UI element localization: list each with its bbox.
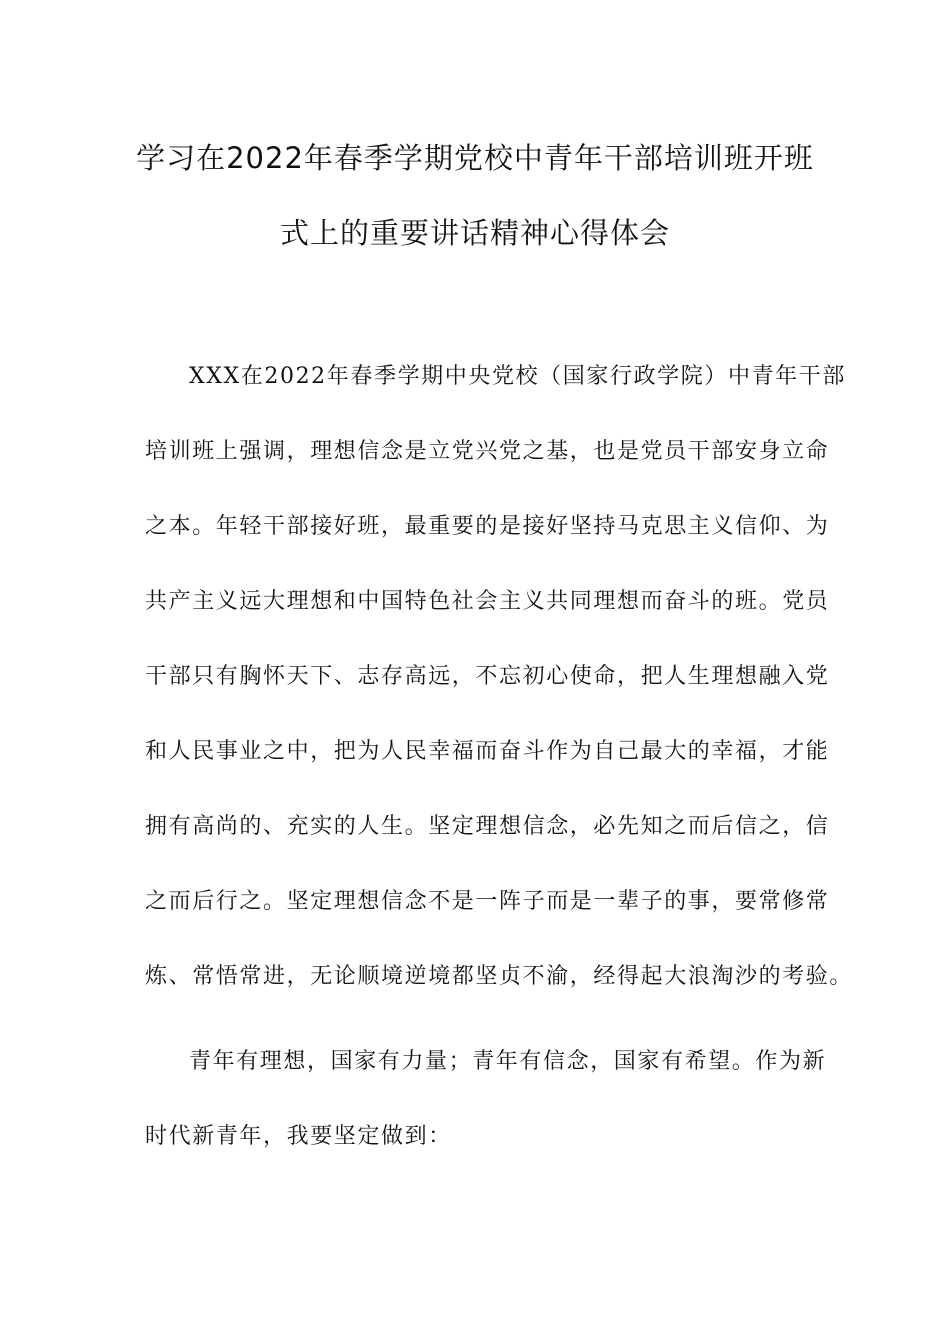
paragraph-1-line-8: 之而后行之。坚定理想信念不是一阵子而是一辈子的事，要常修常 bbox=[145, 889, 830, 914]
paragraph-1-line-2: 培训班上强调，理想信念是立党兴党之基，也是党员干部安身立命 bbox=[145, 439, 830, 464]
paragraph-1-line-9: 炼、常悟常进，无论顺境逆境都坚贞不渝，经得起大浪淘沙的考验。 bbox=[145, 964, 854, 989]
paragraph-2-line-1: 青年有理想，国家有力量；青年有信念，国家有希望。作为新 bbox=[189, 1049, 827, 1074]
document-title-line-2: 式上的重要讲话精神心得体会 bbox=[279, 216, 670, 250]
document-title-line-1: 学习在2022年春季学期党校中青年干部培训班开班 bbox=[136, 141, 814, 175]
paragraph-1-line-1: XXX在2022年春季学期中央党校（国家行政学院）中青年干部 bbox=[189, 364, 846, 389]
paragraph-2-line-2: 时代新青年，我要坚定做到： bbox=[145, 1124, 452, 1149]
paragraph-1-line-6: 和人民事业之中，把为人民幸福而奋斗作为自己最大的幸福，才能 bbox=[145, 739, 830, 764]
paragraph-1-line-7: 拥有高尚的、充实的人生。坚定理想信念，必先知之而后信之，信 bbox=[145, 814, 830, 839]
paragraph-1-line-4: 共产主义远大理想和中国特色社会主义共同理想而奋斗的班。党员 bbox=[145, 589, 830, 614]
paragraph-1-line-5: 干部只有胸怀天下、志存高远，不忘初心使命，把人生理想融入党 bbox=[145, 664, 830, 689]
paragraph-1-line-3: 之本。年轻干部接好班，最重要的是接好坚持马克思主义信仰、为 bbox=[145, 514, 830, 539]
